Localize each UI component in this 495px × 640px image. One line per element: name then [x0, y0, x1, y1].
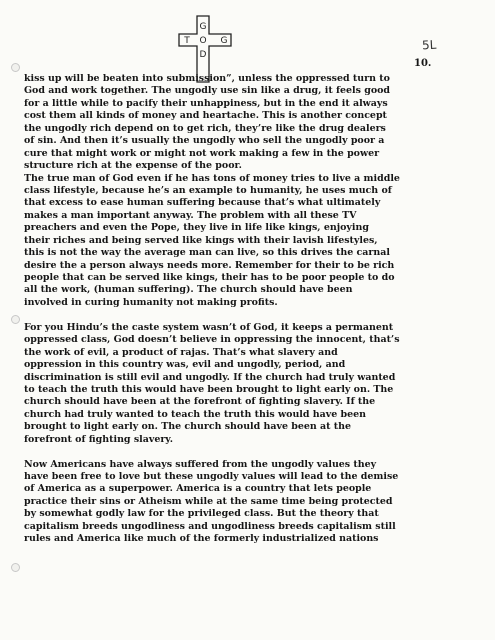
text-line: practice their sins or Atheism while at the same time being protected — [24, 495, 393, 507]
text-line: for a little while to pacify their unhappiness, but in the end it always — [24, 97, 388, 109]
text-line: For you Hindu’s the caste system wasn’t of God, it keeps a permanent — [24, 321, 394, 333]
cross-letter-top: G — [199, 22, 207, 32]
text-line: desire the a person always needs more. Remember for their to be rich — [24, 259, 395, 271]
cross-letter-lower: D — [199, 50, 207, 60]
text-line: people that can be served like kings, their has to be poor people to do — [24, 272, 395, 283]
text-line: this is not the way the average man can live, so this drives the carnal — [24, 247, 390, 259]
text-line: preachers and even the Pope, they live in life like kings, enjoying — [24, 222, 369, 234]
text-line: makes a man important anyway. The problem with all these TV — [24, 209, 357, 221]
punch-hole-bottom — [11, 563, 20, 572]
text-line: the work of evil, a product of rajas. That’s what slavery and — [24, 346, 338, 358]
text-line: involved in curing humanity not making profits. — [24, 296, 278, 308]
text-line: The true man of God even if he has tons of money tries to live a middle — [24, 172, 400, 184]
cross-letter-left: T — [184, 36, 190, 46]
text-line: forefront of fighting slavery. — [24, 433, 173, 445]
text-line: oppression in this country was, evil and ungodly, period, and — [24, 359, 346, 371]
text-line: discrimination is still evil and ungodly. If the church had truly wanted — [24, 371, 396, 383]
text-line: brought to light early on. The church should have been at the — [24, 421, 352, 433]
handwritten-page-mark: 5L — [421, 37, 437, 53]
paragraph — [24, 322, 464, 446]
paragraph — [24, 73, 464, 309]
punch-hole-top — [11, 63, 20, 72]
text-line: rules and America like much of the formerly industrialized nations — [24, 533, 379, 545]
text-line: oppressed class, God doesn’t believe in oppressing the innocent, that’s — [24, 334, 400, 346]
punch-hole-middle — [11, 315, 20, 324]
text-line: by somewhat godly law for the privileged class. But the theory that — [24, 508, 379, 520]
text-line: kiss up will be beaten into submission”, unless the oppressed turn to — [24, 73, 390, 84]
text-line: have been free to love but these ungodly values will lead to the demise — [24, 471, 399, 482]
cross-letter-center: O — [199, 36, 207, 46]
text-line: structure rich at the expense of the poor. — [24, 160, 242, 172]
text-line: church should have been at the forefront of fighting slavery. If the — [24, 396, 376, 408]
text-line: cure that might work or might not work making a few in the power — [24, 147, 380, 159]
page-number: 10. — [414, 58, 432, 69]
text-line: God and work together. The ungodly use sin like a drug, it feels good — [24, 85, 391, 97]
text-line: their riches and being served like kings with their lavish lifestyles, — [24, 234, 378, 246]
text-line: the ungodly rich depend on to get rich, they’re like the drug dealers — [24, 122, 386, 134]
text-line: that excess to ease human suffering because that’s what ultimately — [24, 197, 381, 209]
text-line: to teach the truth this would have been brought to light early on. The — [24, 383, 394, 395]
text-line: capitalism breeds ungodliness and ungodliness breeds capitalism still — [24, 520, 396, 532]
text-line: class lifestyle, because he’s an example to humanity, he uses much of — [24, 184, 392, 196]
text-line: of America as a superpower. America is a country that lets people — [24, 483, 372, 495]
text-line: cost them all kinds of money and heartache. This is another concept — [24, 110, 387, 122]
text-line: Now Americans have always suffered from the ungodly values they — [24, 458, 377, 470]
text-line: church had truly wanted to teach the truth this would have been — [24, 408, 366, 420]
paragraph-gap — [24, 446, 464, 458]
paragraph-gap — [24, 309, 464, 321]
paragraph — [24, 459, 464, 546]
text-line: all the work, (human suffering). The church should have been — [24, 284, 353, 296]
document-body — [24, 73, 464, 546]
text-line: of sin. And then it’s usually the ungodly who sell the ungodly poor a — [24, 135, 385, 147]
cross-letter-right: G — [220, 36, 228, 46]
